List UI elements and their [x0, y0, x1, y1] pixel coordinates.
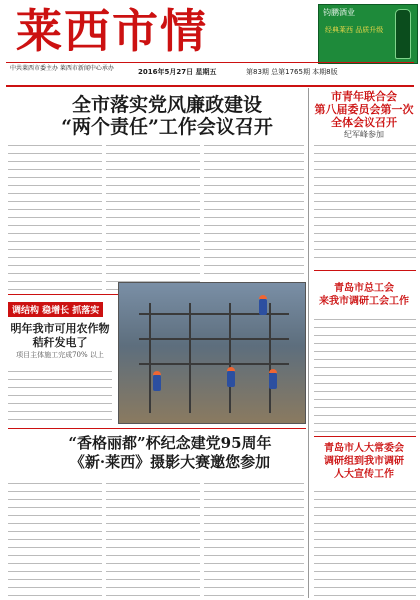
feature-headline[interactable]	[40, 434, 300, 472]
side-story-youth-federation[interactable]	[312, 90, 416, 139]
construction-photo[interactable]	[118, 282, 306, 424]
side-story-title-line1: 市青年联合会	[331, 90, 397, 103]
issue-number: 第83期 总第1765期 本期8版	[246, 68, 338, 76]
worker	[153, 375, 161, 391]
lead-headline[interactable]	[42, 94, 292, 138]
column-divider	[308, 88, 309, 598]
left-story-title-line1: 明年我市可用农作物	[10, 322, 110, 335]
section-divider	[8, 428, 306, 429]
ad-brand: 钧鹏酒业	[323, 8, 355, 17]
side-story-npc[interactable]	[312, 442, 416, 481]
left-story-subtitle: 项目主体施工完成70% 以上	[16, 351, 104, 359]
feature-body-col1	[8, 478, 102, 596]
sponsor-text: 中共莱西市委主办 莱西市新闻中心承办	[10, 65, 114, 72]
feature-line2: 《新·莱西》摄影大赛邀您参加	[69, 453, 271, 471]
lead-body-col3	[204, 140, 304, 276]
side2-title-line1: 青岛市总工会	[334, 283, 394, 294]
bottle-image	[395, 9, 411, 59]
worker	[269, 373, 277, 389]
side-story-title-line2: 第八届委员会第一次	[314, 103, 414, 116]
side3-title-line1: 青岛市人大常委会	[324, 443, 404, 454]
side2-body	[314, 314, 416, 432]
masthead-title: 莱西市情	[16, 4, 208, 58]
worker	[259, 299, 267, 315]
left-story-body	[8, 366, 112, 422]
side-divider	[314, 436, 416, 437]
side3-title-line2: 调研组到我市调研	[324, 456, 404, 467]
feature-body-col2	[106, 478, 200, 596]
side-divider	[314, 270, 416, 271]
left-story-title-line2: 秸秆发电了	[32, 336, 88, 349]
side-story-subtitle: 纪军峰参加	[344, 130, 384, 139]
side-story-title-line3: 全体会议召开	[331, 116, 397, 129]
masthead-info-bar	[6, 62, 414, 87]
side2-title-line2: 来我市调研工会工作	[319, 296, 409, 307]
lead-body-col1	[8, 140, 102, 290]
worker	[227, 371, 235, 387]
ad-slogan: 经典莱西 品质升级	[325, 26, 384, 34]
feature-line1: “香格丽都”杯纪念建党95周年	[68, 434, 272, 452]
section-tag: 调结构 稳增长 抓落实	[8, 302, 103, 317]
side3-body	[314, 486, 416, 596]
lead-headline-line1: 全市落实党风廉政建设	[71, 94, 262, 116]
advertisement[interactable]	[318, 4, 418, 64]
side3-title-line3: 人大宣传工作	[334, 469, 394, 480]
side1-body	[314, 140, 416, 260]
left-story-headline[interactable]	[8, 322, 112, 360]
feature-body-col3	[204, 478, 304, 596]
lead-body-col2	[106, 140, 200, 290]
lead-headline-line2: “两个责任”工作会议召开	[61, 116, 273, 138]
issue-date: 2016年5月27日 星期五	[138, 68, 217, 76]
side-story-trade-union[interactable]	[312, 282, 416, 308]
